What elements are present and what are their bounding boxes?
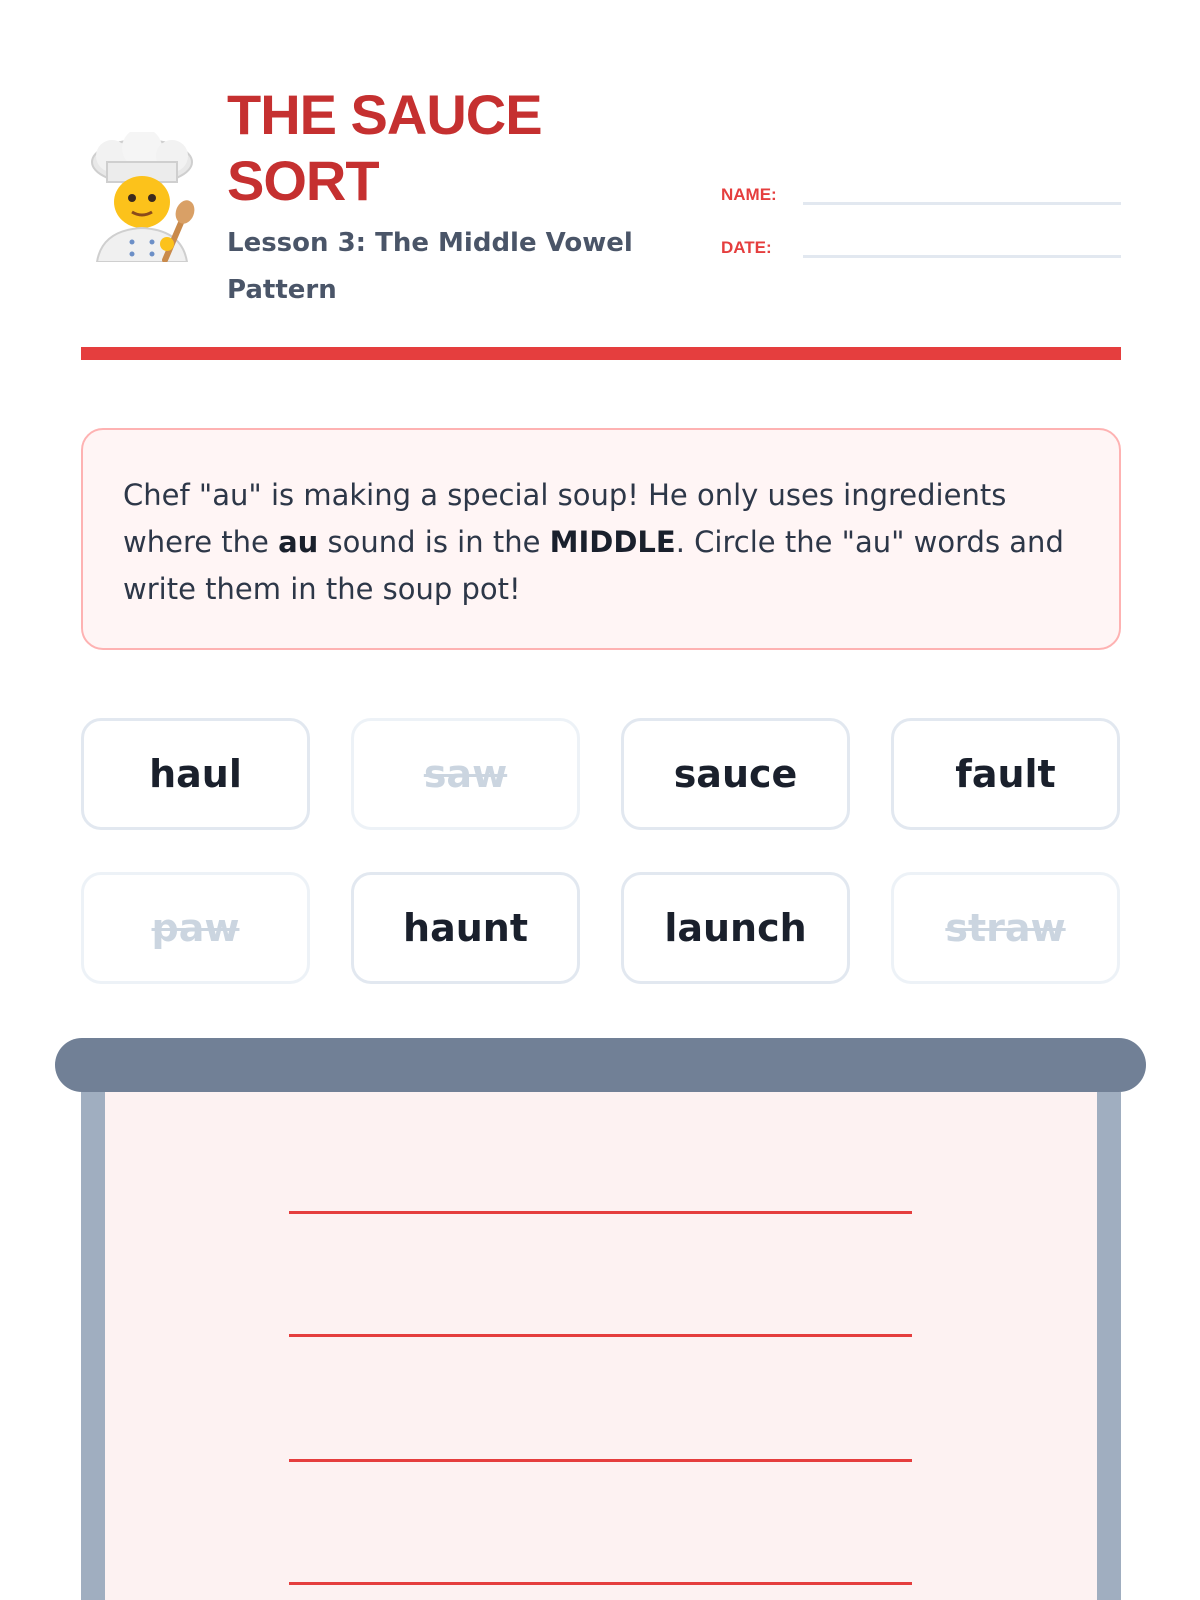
instructions-text-3: . Circle the "au" words and write them in the soup pot! — [123, 525, 1064, 606]
word-card[interactable]: straw — [891, 872, 1120, 984]
student-fields — [721, 152, 1121, 258]
instructions-text-2: sound is in the — [318, 525, 550, 559]
word-card[interactable]: haunt — [351, 872, 580, 984]
answer-line-4[interactable] — [289, 1582, 912, 1585]
word-card[interactable]: haul — [81, 718, 310, 830]
soup-pot-rim — [55, 1038, 1146, 1092]
instructions-box — [81, 428, 1121, 650]
date-line[interactable] — [803, 230, 1121, 258]
word-bank — [81, 718, 1121, 984]
word-card[interactable]: saw — [351, 718, 580, 830]
answer-line-2[interactable] — [289, 1334, 912, 1337]
instructions-bold-au: au — [278, 525, 319, 559]
worksheet-header — [81, 82, 1121, 312]
title-line-1: THE SAUCE — [227, 83, 542, 146]
word-card[interactable]: sauce — [621, 718, 850, 830]
answer-line-1[interactable] — [289, 1211, 912, 1214]
answer-line-3[interactable] — [289, 1459, 912, 1462]
chef-icon — [87, 132, 197, 262]
soup-pot — [81, 1092, 1121, 1600]
instructions-text-1: Chef "au" is making a special soup! He only uses ingredients where the — [123, 478, 1007, 559]
header-divider — [81, 347, 1121, 360]
worksheet-title — [227, 82, 647, 214]
title-line-2: SORT — [227, 149, 379, 212]
lesson-subtitle: Lesson 3: The Middle Vowel Pattern — [227, 228, 633, 305]
name-label: NAME: — [721, 185, 777, 204]
instructions-bold-middle: MIDDLE — [549, 525, 676, 559]
word-card[interactable]: launch — [621, 872, 850, 984]
name-field — [721, 152, 1121, 205]
date-field — [721, 205, 1121, 258]
word-card[interactable]: paw — [81, 872, 310, 984]
name-line[interactable] — [803, 177, 1121, 205]
word-card[interactable]: fault — [891, 718, 1120, 830]
date-label: DATE: — [721, 238, 772, 257]
title-block — [227, 82, 647, 314]
